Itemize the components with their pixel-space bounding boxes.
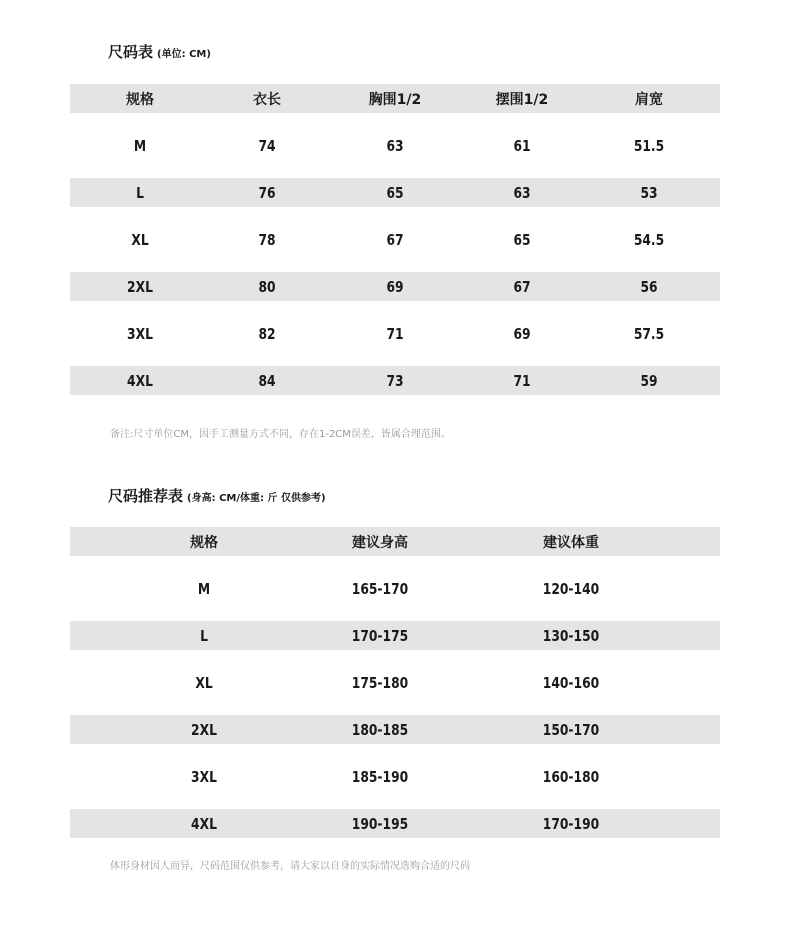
table-header-row [70, 84, 720, 113]
table-cell: 3XL [191, 767, 217, 786]
table-cell: L [136, 183, 144, 202]
header-cell: 肩宽 [635, 91, 663, 108]
table-cell: 140-160 [542, 673, 600, 692]
table-cell: 59 [640, 371, 658, 390]
table-cell: 84 [258, 371, 276, 390]
table-row [70, 225, 720, 254]
table-cell: 74 [258, 136, 276, 155]
table-row [70, 762, 720, 791]
table-cell: 4XL [127, 371, 153, 390]
size-chart-title-text: 尺码表 [108, 43, 154, 61]
table-cell: 71 [386, 324, 404, 343]
table-cell: 73 [386, 371, 404, 390]
recommend-chart-table [70, 527, 720, 838]
table-row [70, 809, 720, 838]
table-row [70, 574, 720, 603]
size-chart-table [70, 84, 720, 395]
header-cell: 建议身高 [352, 534, 408, 551]
table-cell: 67 [513, 277, 531, 296]
table-row [70, 668, 720, 697]
table-cell: 65 [386, 183, 404, 202]
table-cell: 56 [640, 277, 658, 296]
header-cell: 建议体重 [543, 534, 599, 551]
size-chart-title [108, 41, 211, 62]
table-cell: 63 [513, 183, 531, 202]
table-cell: 53 [640, 183, 658, 202]
recommend-chart-note: 体形身材因人而异，尺码范围仅供参考，请大家以自身的实际情况选购合适的尺码 [110, 861, 470, 872]
table-cell: 71 [513, 371, 531, 390]
table-row [70, 131, 720, 160]
recommend-chart-title-text: 尺码推荐表 [108, 487, 184, 505]
table-cell: M [133, 136, 147, 155]
table-cell: 3XL [127, 324, 153, 343]
table-cell: 130-150 [542, 626, 600, 645]
table-cell: XL [195, 673, 213, 692]
table-row [70, 366, 720, 395]
table-cell: 65 [513, 230, 531, 249]
size-chart-note: 备注:尺寸单位CM，因手工测量方式不同，存在1-2CM误差，皆属合理范围。 [110, 429, 451, 440]
table-cell: 4XL [191, 814, 217, 833]
table-cell: 175-180 [351, 673, 409, 692]
table-cell: 69 [386, 277, 404, 296]
recommend-chart-unit: (身高: CM/体重: 斤 仅供参考) [187, 493, 326, 504]
table-cell: M [197, 579, 211, 598]
table-cell: 82 [258, 324, 276, 343]
table-cell: 190-195 [351, 814, 409, 833]
header-cell: 胸围1/2 [368, 91, 422, 108]
table-cell: 170-175 [351, 626, 409, 645]
table-cell: 78 [258, 230, 276, 249]
table-cell: 63 [386, 136, 404, 155]
table-cell: XL [131, 230, 149, 249]
table-cell: 170-190 [542, 814, 600, 833]
table-header-row [70, 527, 720, 556]
table-cell: 185-190 [351, 767, 409, 786]
table-row [70, 178, 720, 207]
table-cell: 76 [258, 183, 276, 202]
size-chart-unit: (单位: CM) [157, 49, 211, 60]
table-cell: 160-180 [542, 767, 600, 786]
table-cell: 2XL [127, 277, 153, 296]
header-cell: 规格 [190, 534, 218, 551]
table-cell: 67 [386, 230, 404, 249]
table-cell: 51.5 [633, 136, 665, 155]
table-row [70, 715, 720, 744]
table-cell: 80 [258, 277, 276, 296]
table-row [70, 319, 720, 348]
header-cell: 摆围1/2 [495, 91, 549, 108]
table-cell: 57.5 [633, 324, 665, 343]
table-cell: 165-170 [351, 579, 409, 598]
header-cell: 衣长 [253, 91, 281, 108]
header-cell: 规格 [126, 91, 154, 108]
table-cell: 2XL [191, 720, 217, 739]
table-cell: L [200, 626, 208, 645]
table-row [70, 272, 720, 301]
table-row [70, 621, 720, 650]
table-cell: 120-140 [542, 579, 600, 598]
table-cell: 69 [513, 324, 531, 343]
recommend-chart-title [108, 485, 326, 506]
table-cell: 150-170 [542, 720, 600, 739]
table-cell: 54.5 [633, 230, 665, 249]
table-cell: 61 [513, 136, 531, 155]
table-cell: 180-185 [351, 720, 409, 739]
